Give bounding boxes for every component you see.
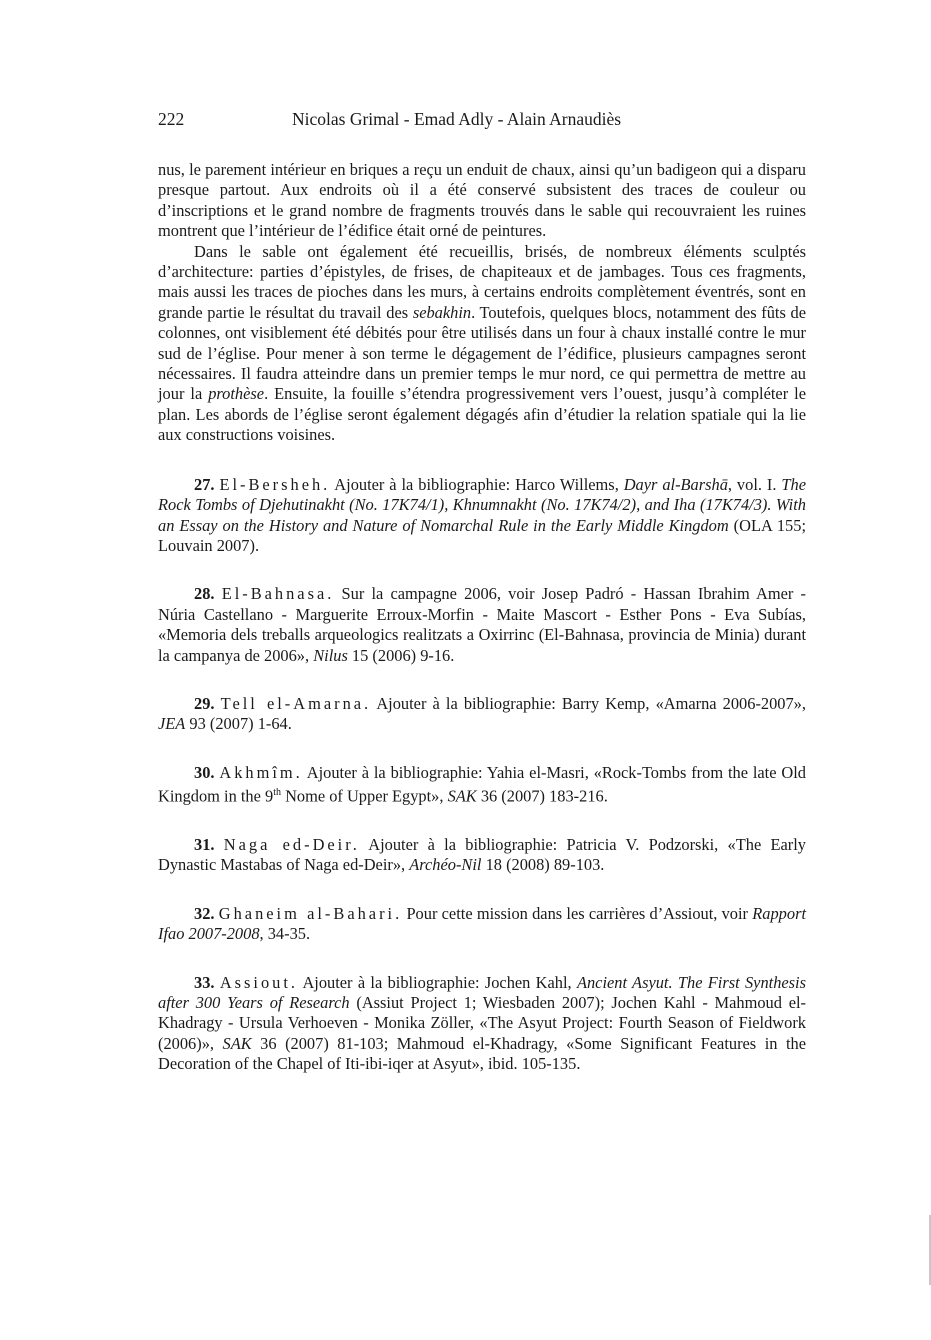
text-run: Sur la campagne 2006, voir Josep Padró - Hassan Ibrahim Amer - Núria Castellano - Marguerite Erroux-Morfin - Maite Mascort - Esther Pons - Eva Subías, «Memoria dels treballs arqueologics realitzats a Oxirrinc (El-Bahnasa, provincia de Minia) durant la campanya de 2006»,	[158, 584, 806, 665]
text-run: , 34-35.	[259, 924, 311, 944]
site-name: Ghaneim al-Bahari.	[218, 903, 403, 923]
text-run: Ajouter à la bibliographie: Yahia el-Masri, «Rock-Tombs from the late Old Kingdom in the 9	[158, 762, 806, 806]
site-name: Tell el-Amarna.	[220, 693, 372, 713]
main-text	[158, 160, 806, 1075]
entry-32	[158, 904, 806, 945]
text-run: . Toutefois, quelques blocs, notamment des fûts de colonnes, ont visiblement été débités pour être utilisés dans un four à chaux installé contre le mur sud de l’église. Pour mener à son terme le dégagement de l’édifice, plusieurs campagnes seront nécessaires. Il faudra atteindre dans un premier temps le mur nord, ce qui permettra de mettre au jour la	[158, 302, 806, 404]
site-name: Naga ed-Deir.	[223, 835, 360, 855]
entry-33	[158, 973, 806, 1075]
site-name: El-Bersheh.	[219, 474, 331, 494]
text-run: 36 (2007) 183-216.	[476, 786, 608, 806]
text-run: . Ensuite, la fouille s’étendra progressivement vers l’ouest, jusqu’à compléter le plan. Les abords de l’église seront également dégagés afin d’étudier la relation spatiale qui la lie aux constructions voisines.	[158, 384, 806, 445]
paragraph-continuation: nus, le parement intérieur en briques a reçu un enduit de chaux, ainsi qu’un badigeon qui a disparu presque partout. Aux endroits où il a été conservé subsistent des traces de couleur ou d’inscriptions et le grand nombre de fragments trouvés dans le sable qui recouvraient les ruines montrent que l’intérieur de l’édifice était orné de peintures.	[158, 160, 806, 241]
text-run: (OLA 155; Louvain 2007).	[158, 515, 807, 555]
entry-number: 28.	[194, 584, 215, 604]
entry-number: 30.	[194, 762, 215, 782]
italic-title: Dayr al-Barshā	[623, 474, 728, 494]
text-run: Ajouter à la bibliographie: Barry Kemp, «Amarna 2006-2007»,	[371, 693, 806, 713]
italic-title: Archéo-Nil	[409, 855, 482, 875]
text-run: Pour cette mission dans les carrières d’Assiout, voir	[402, 903, 753, 923]
superscript: th	[273, 787, 281, 799]
italic-title: Nilus	[313, 645, 348, 665]
text-run: 15 (2006) 9-16.	[347, 645, 455, 665]
entry-28	[158, 584, 806, 666]
page-number: 222	[158, 109, 185, 129]
text-run: Dans le sable ont également été recueillis, brisés, de nombreux éléments sculptés d’architecture: parties d’épistyles, de frises, de chapiteaux et de jambages. Tous ces fragments, mais aussi les traces de pioches dans les murs, à certains endroits complètement éventrés, sont en grande partie le résultat du travail des	[158, 241, 806, 322]
entry-27	[158, 475, 806, 557]
entry-31	[158, 835, 806, 876]
text-run: Ajouter à la bibliographie: Patricia V. Podzorski, «The Early Dynastic Mastabas of Naga ed-Deir»,	[158, 835, 806, 875]
paragraph-excavation	[158, 242, 806, 446]
text-run: 18 (2008) 89-103.	[481, 855, 605, 875]
site-name: El-Bahnasa.	[221, 584, 335, 604]
text-run: (Assiut Project 1; Wiesbaden 2007); Jochen Kahl - Mahmoud el-Khadragy - Ursula Verhoeven - Monika Zöller, «The Asyut Project: Fourth Season of Fieldwork (2006)»,	[158, 993, 806, 1053]
entry-number: 29.	[194, 693, 215, 713]
italic-term: prothèse	[208, 384, 265, 404]
italic-title: SAK	[222, 1033, 252, 1053]
text-run: 36 (2007) 81-103; Mahmoud el-Khadragy, «Some Significant Features in the Decoration of the Chapel of Iti-ibi-iqer at Asyut», ibid. 105-135.	[158, 1033, 806, 1074]
entry-number: 27.	[194, 474, 215, 494]
italic-title: JEA	[158, 714, 186, 734]
italic-title: Ancient Asyut. The First Synthesis after 300 Years of Research	[158, 972, 806, 1013]
entry-number: 32.	[194, 903, 215, 923]
text-run: Ajouter à la bibliographie: Jochen Kahl,	[298, 972, 577, 992]
site-name: Akhmîm.	[219, 762, 303, 782]
italic-title: Rapport Ifao 2007-2008	[158, 903, 807, 944]
running-title: Nicolas Grimal - Emad Adly - Alain Arnaudiès	[292, 109, 622, 129]
text-run: , vol. I.	[727, 474, 782, 494]
text-run: Ajouter à la bibliographie: Harco Willems,	[330, 474, 624, 494]
italic-term: sebakhin	[412, 302, 472, 322]
entry-number: 31.	[194, 835, 215, 855]
entry-29	[158, 694, 806, 735]
italic-title: SAK	[447, 786, 477, 806]
entry-30	[158, 763, 806, 807]
site-name: Assiout.	[219, 972, 299, 992]
text-run: 93 (2007) 1-64.	[185, 714, 292, 734]
text-run: Nome of Upper Egypt»,	[280, 786, 448, 806]
entry-number: 33.	[194, 972, 215, 992]
italic-title: The Rock Tombs of Djehutinakht (No. 17K74/1), Khnumnakht (No. 17K74/2), and Iha (17K74/3). With an Essay on the History and Nature of Nomarchal Rule in the Early Middle Kingdom	[158, 474, 806, 535]
